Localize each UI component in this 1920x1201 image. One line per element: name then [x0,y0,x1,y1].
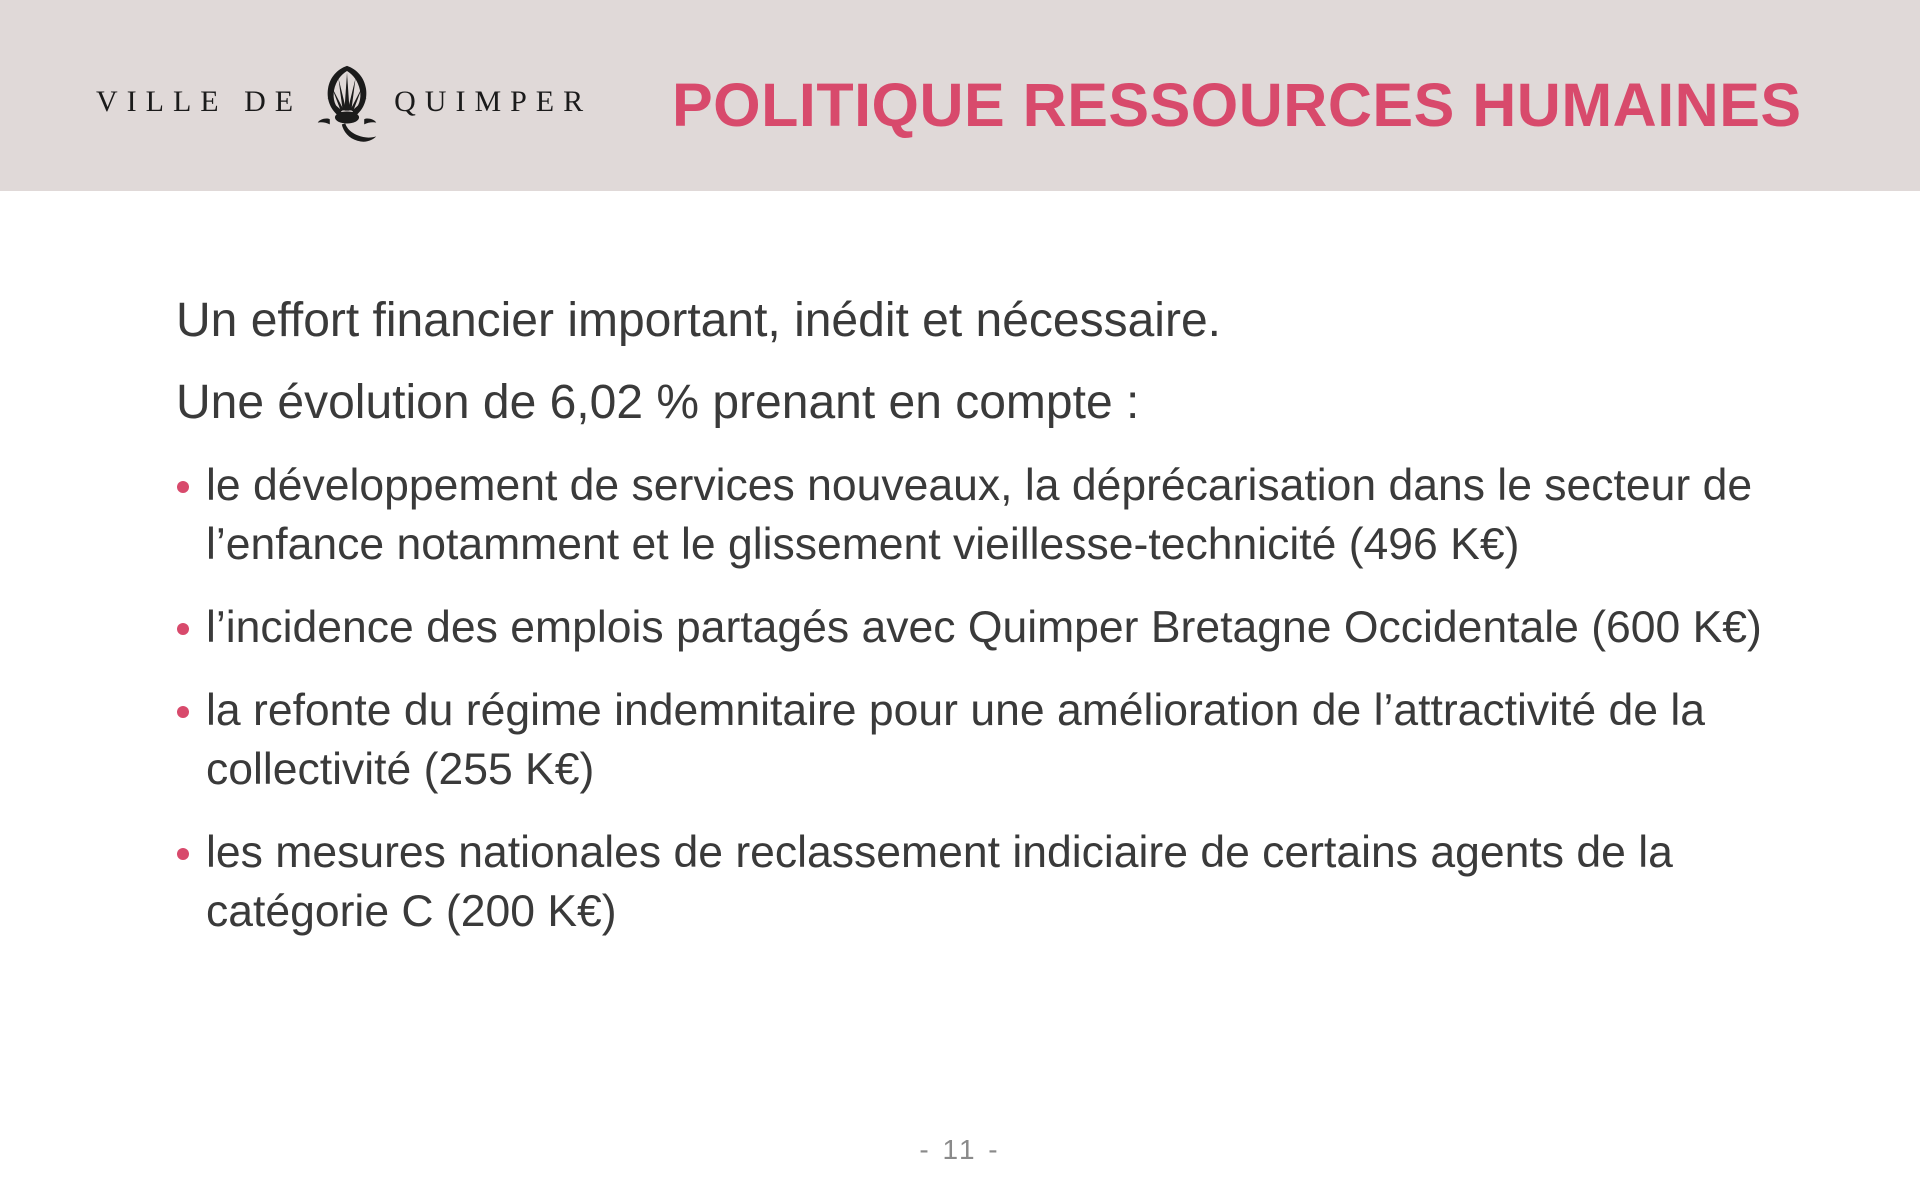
page-number: - 11 - [919,1134,1001,1165]
bullet-text: le développement de services nouveaux, la déprécarisation dans le secteur de l’enfance notamment et le glissement vieillesse-technicité (496 K€) [206,461,1753,569]
list-item [176,598,1796,657]
main-content [176,292,1796,965]
lead-line-1: Un effort financier important, inédit et nécessaire. [176,294,1221,347]
logo-text-left: VILLE DE [96,85,303,118]
shell-q-emblem-icon [304,59,390,145]
lead-line-2: Une évolution de 6,02 % prenant en compte : [176,376,1140,429]
bullet-text: la refonte du régime indemnitaire pour une amélioration de l’attractivité de la collectivité (255 K€) [206,686,1706,794]
bullet-dot-icon [177,848,189,860]
bullet-text: les mesures nationales de reclassement indiciaire de certains agents de la catégorie C (200 K€) [206,828,1673,936]
list-item [176,681,1796,799]
bullet-text: l’incidence des emplois partagés avec Quimper Bretagne Occidentale (600 K€) [206,603,1762,652]
ville-de-quimper-logo [96,62,592,142]
bullet-dot-icon [177,481,189,493]
header-band [0,0,1920,191]
list-item [176,456,1796,574]
bullet-dot-icon [177,706,189,718]
list-item [176,823,1796,941]
bullet-dot-icon [177,623,189,635]
logo-text-right: QUIMPER [394,85,593,118]
bullet-list [176,456,1796,941]
page-title: POLITIQUE RESSOURCES HUMAINES [672,71,1802,139]
